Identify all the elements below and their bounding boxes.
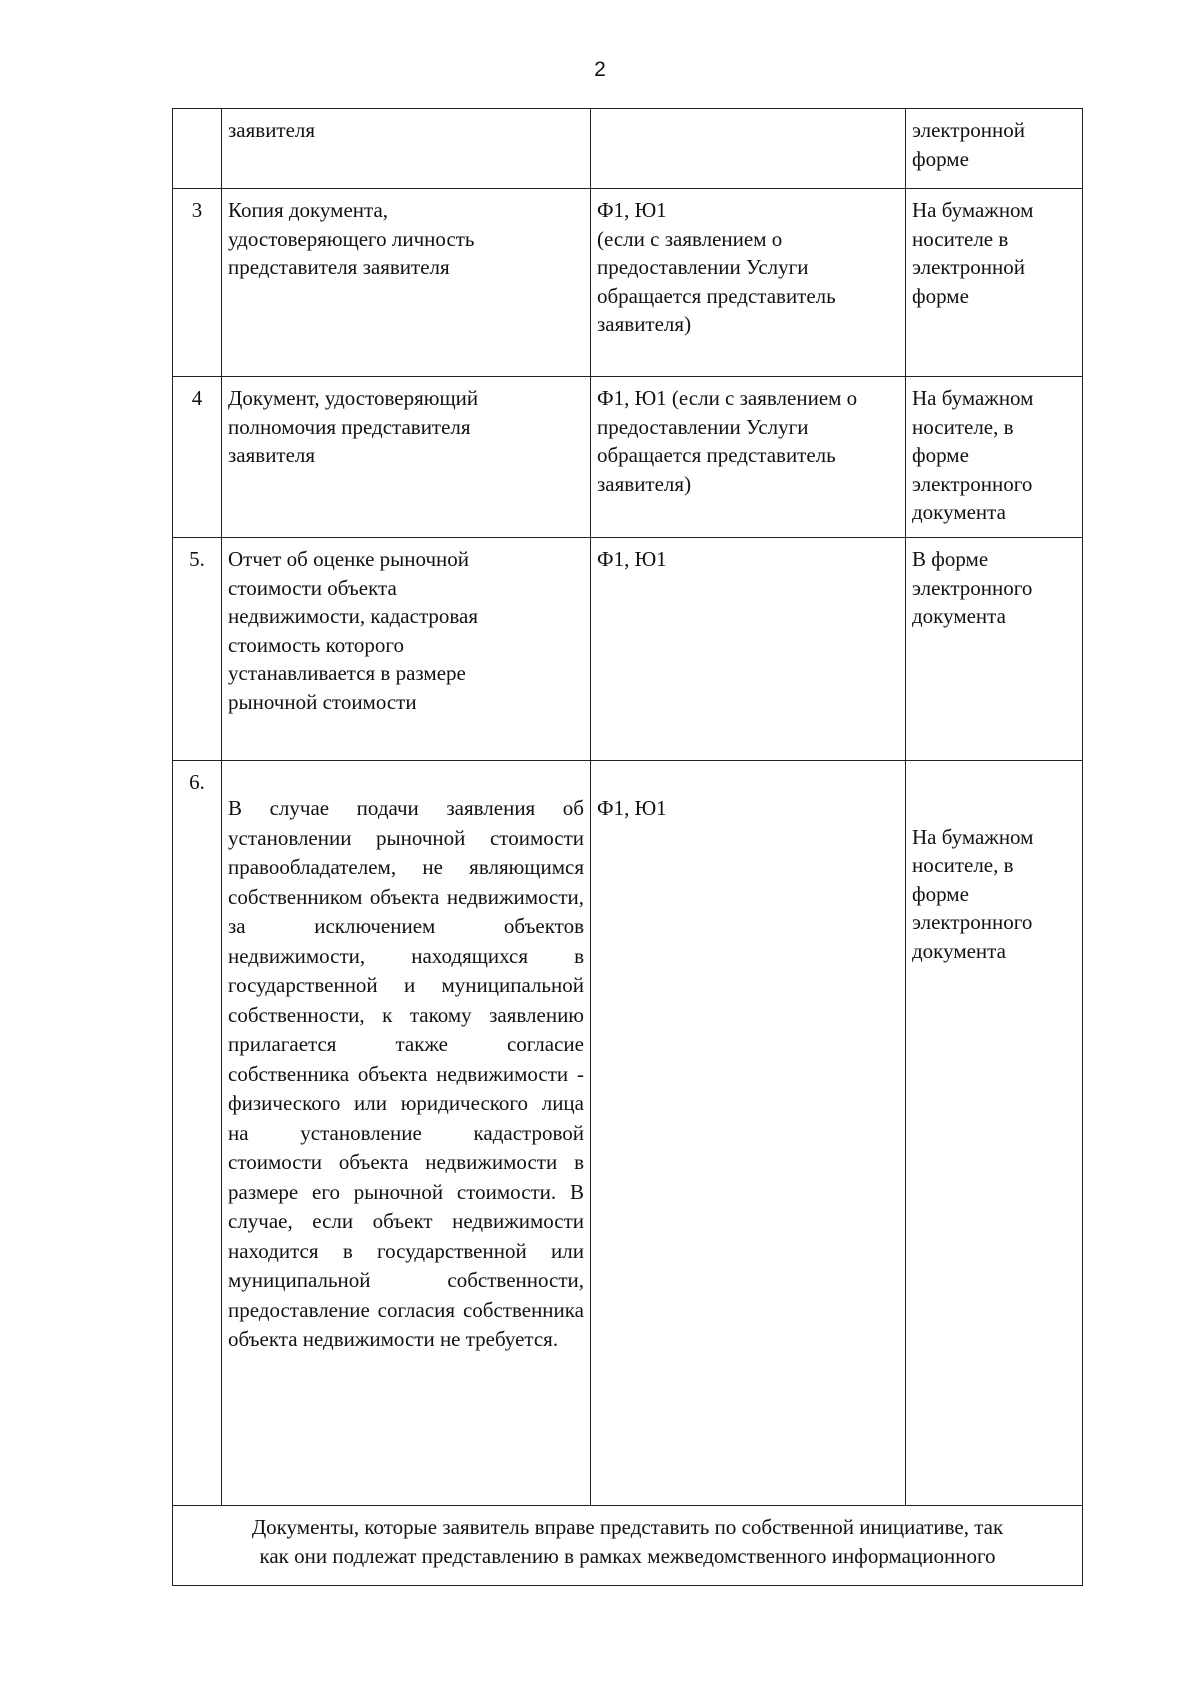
- table-row: [173, 377, 1083, 538]
- consent-requirement-text: В случае подачи заявления об установлении рыночной стоимости правообладателем, не являющимся собственником объекта недвижимости, за исключением объектов недвижимости, находящихся в государственной и муниципальной собственности, к такому заявлению прилагается также согласие собственника объекта недвижимости - физического или юридического лица на установление кадастровой стоимости объекта недвижимости в размере его рыночной стоимости. В случае, если объект недвижимости находится в государственной или муниципальной собственности, предоставление согласия собственника объекта недвижимости не требуется.: [228, 796, 584, 1351]
- applicant-category-cell: [591, 761, 906, 1506]
- table-row: [173, 538, 1083, 761]
- document-name-cell: Документ, удостоверяющий полномочия представителя заявителя: [222, 377, 591, 538]
- submission-form-cell: электронной форме: [906, 109, 1083, 189]
- row-number-cell: 5.: [173, 538, 222, 761]
- document-name-cell: Отчет об оценке рыночной стоимости объекта недвижимости, кадастровая стоимость которого устанавливается в размере рыночной стоимости: [222, 538, 591, 761]
- table-footer-row: [173, 1506, 1083, 1586]
- section-heading-cell: Документы, которые заявитель вправе представить по собственной инициативе, так как они подлежат представлению в рамках межведомственного информационного: [173, 1506, 1083, 1586]
- applicant-category-text: Ф1, Ю1: [597, 796, 667, 820]
- page-number: 2: [594, 58, 606, 81]
- document-name-cell: Копия документа, удостоверяющего личность представителя заявителя: [222, 189, 591, 377]
- submission-form-cell: На бумажном носителе, в форме электронного документа: [906, 377, 1083, 538]
- applicant-category-cell: [591, 109, 906, 189]
- table-row: [173, 109, 1083, 189]
- submission-form-text: На бумажном носителе, в форме электронного документа: [912, 824, 1034, 963]
- applicant-category-cell: Ф1, Ю1 (если с заявлением о предоставлении Услуги обращается представитель заявителя): [591, 189, 906, 377]
- document-name-cell: заявителя: [222, 109, 591, 189]
- submission-form-cell: [906, 761, 1083, 1506]
- row-number-cell: [173, 109, 222, 189]
- submission-form-cell: В форме электронного документа: [906, 538, 1083, 761]
- applicant-category-cell: Ф1, Ю1: [591, 538, 906, 761]
- applicant-category-cell: Ф1, Ю1 (если с заявлением о предоставлении Услуги обращается представитель заявителя): [591, 377, 906, 538]
- document-name-cell: [222, 761, 591, 1506]
- table-row: [173, 761, 1083, 1506]
- submission-form-cell: На бумажном носителе в электронной форме: [906, 189, 1083, 377]
- documents-table: [172, 108, 1083, 1586]
- table-row: [173, 189, 1083, 377]
- row-number-cell: 6.: [173, 761, 222, 1506]
- row-number-cell: 4: [173, 377, 222, 538]
- row-number-cell: 3: [173, 189, 222, 377]
